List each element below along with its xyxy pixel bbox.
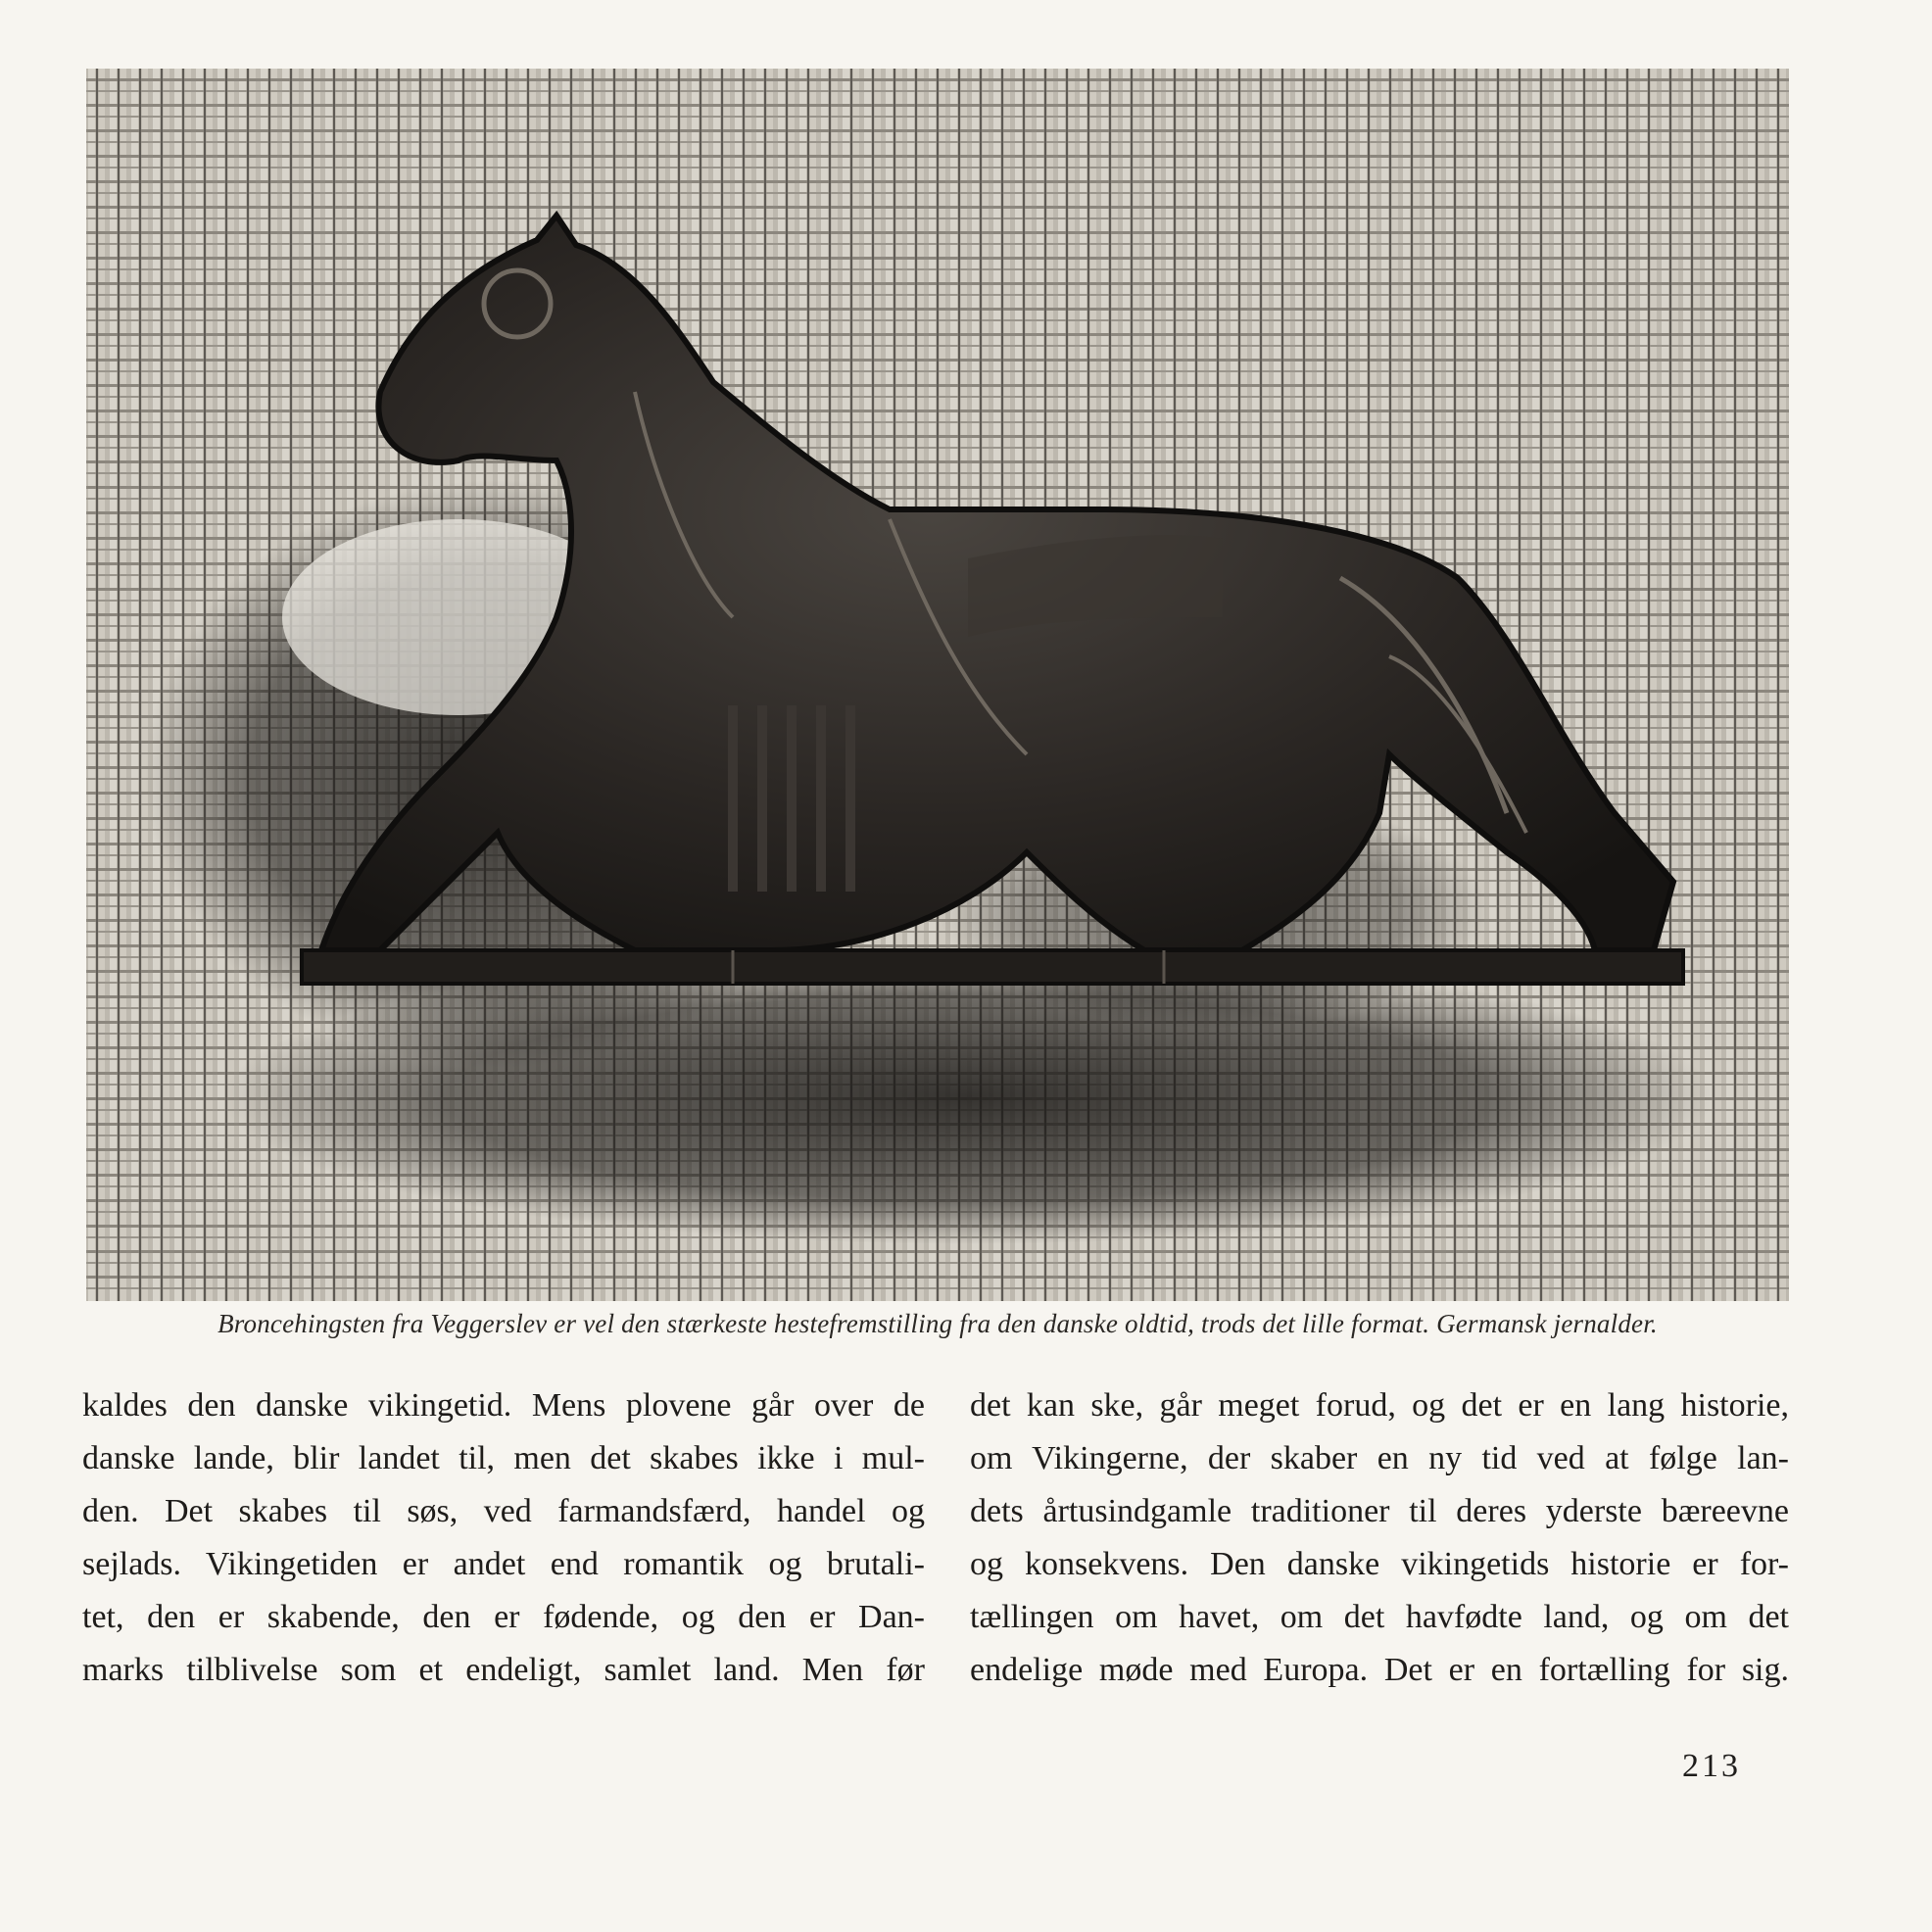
text-line: endelige møde med Europa. Det er en fortælling for sig. [970, 1652, 1789, 1688]
figure-caption: Broncehingsten fra Veggerslev er vel den stærkeste hestefremstilling fra den danske oldtid, trods det lille format. Germansk jernalder. [217, 1309, 1658, 1338]
horse-figure-photo [86, 69, 1789, 1301]
text-line: sejlads. Vikingetiden er andet end romantik og brutali- [82, 1546, 925, 1582]
text-line: den. Det skabes til søs, ved farmandsfærd, handel og [82, 1493, 925, 1529]
text-line: kaldes den danske vikingetid. Mens plovene går over de [82, 1387, 925, 1424]
text-line: det kan ske, går meget forud, og det er en lang historie, [970, 1387, 1789, 1424]
photo [86, 69, 1789, 1301]
page-number: 213 [1682, 1748, 1741, 1784]
text-column-left [82, 1379, 925, 1697]
text-column-right [970, 1379, 1789, 1697]
text-line: og konsekvens. Den danske vikingetids historie er for- [970, 1546, 1789, 1582]
text-line: tællingen om havet, om det havfødte land, og om det [970, 1599, 1789, 1635]
text-line: dets årtusindgamle traditioner til deres yderste bæreevne [970, 1493, 1789, 1529]
text-line: tet, den er skabende, den er fødende, og den er Dan- [82, 1599, 925, 1635]
text-line: om Vikingerne, der skaber en ny tid ved at følge lan- [970, 1440, 1789, 1476]
text-line: danske lande, blir landet til, men det skabes ikke i mul- [82, 1440, 925, 1476]
text-line: marks tilblivelse som et endeligt, samlet land. Men før [82, 1652, 925, 1688]
base-bar [302, 950, 1683, 984]
